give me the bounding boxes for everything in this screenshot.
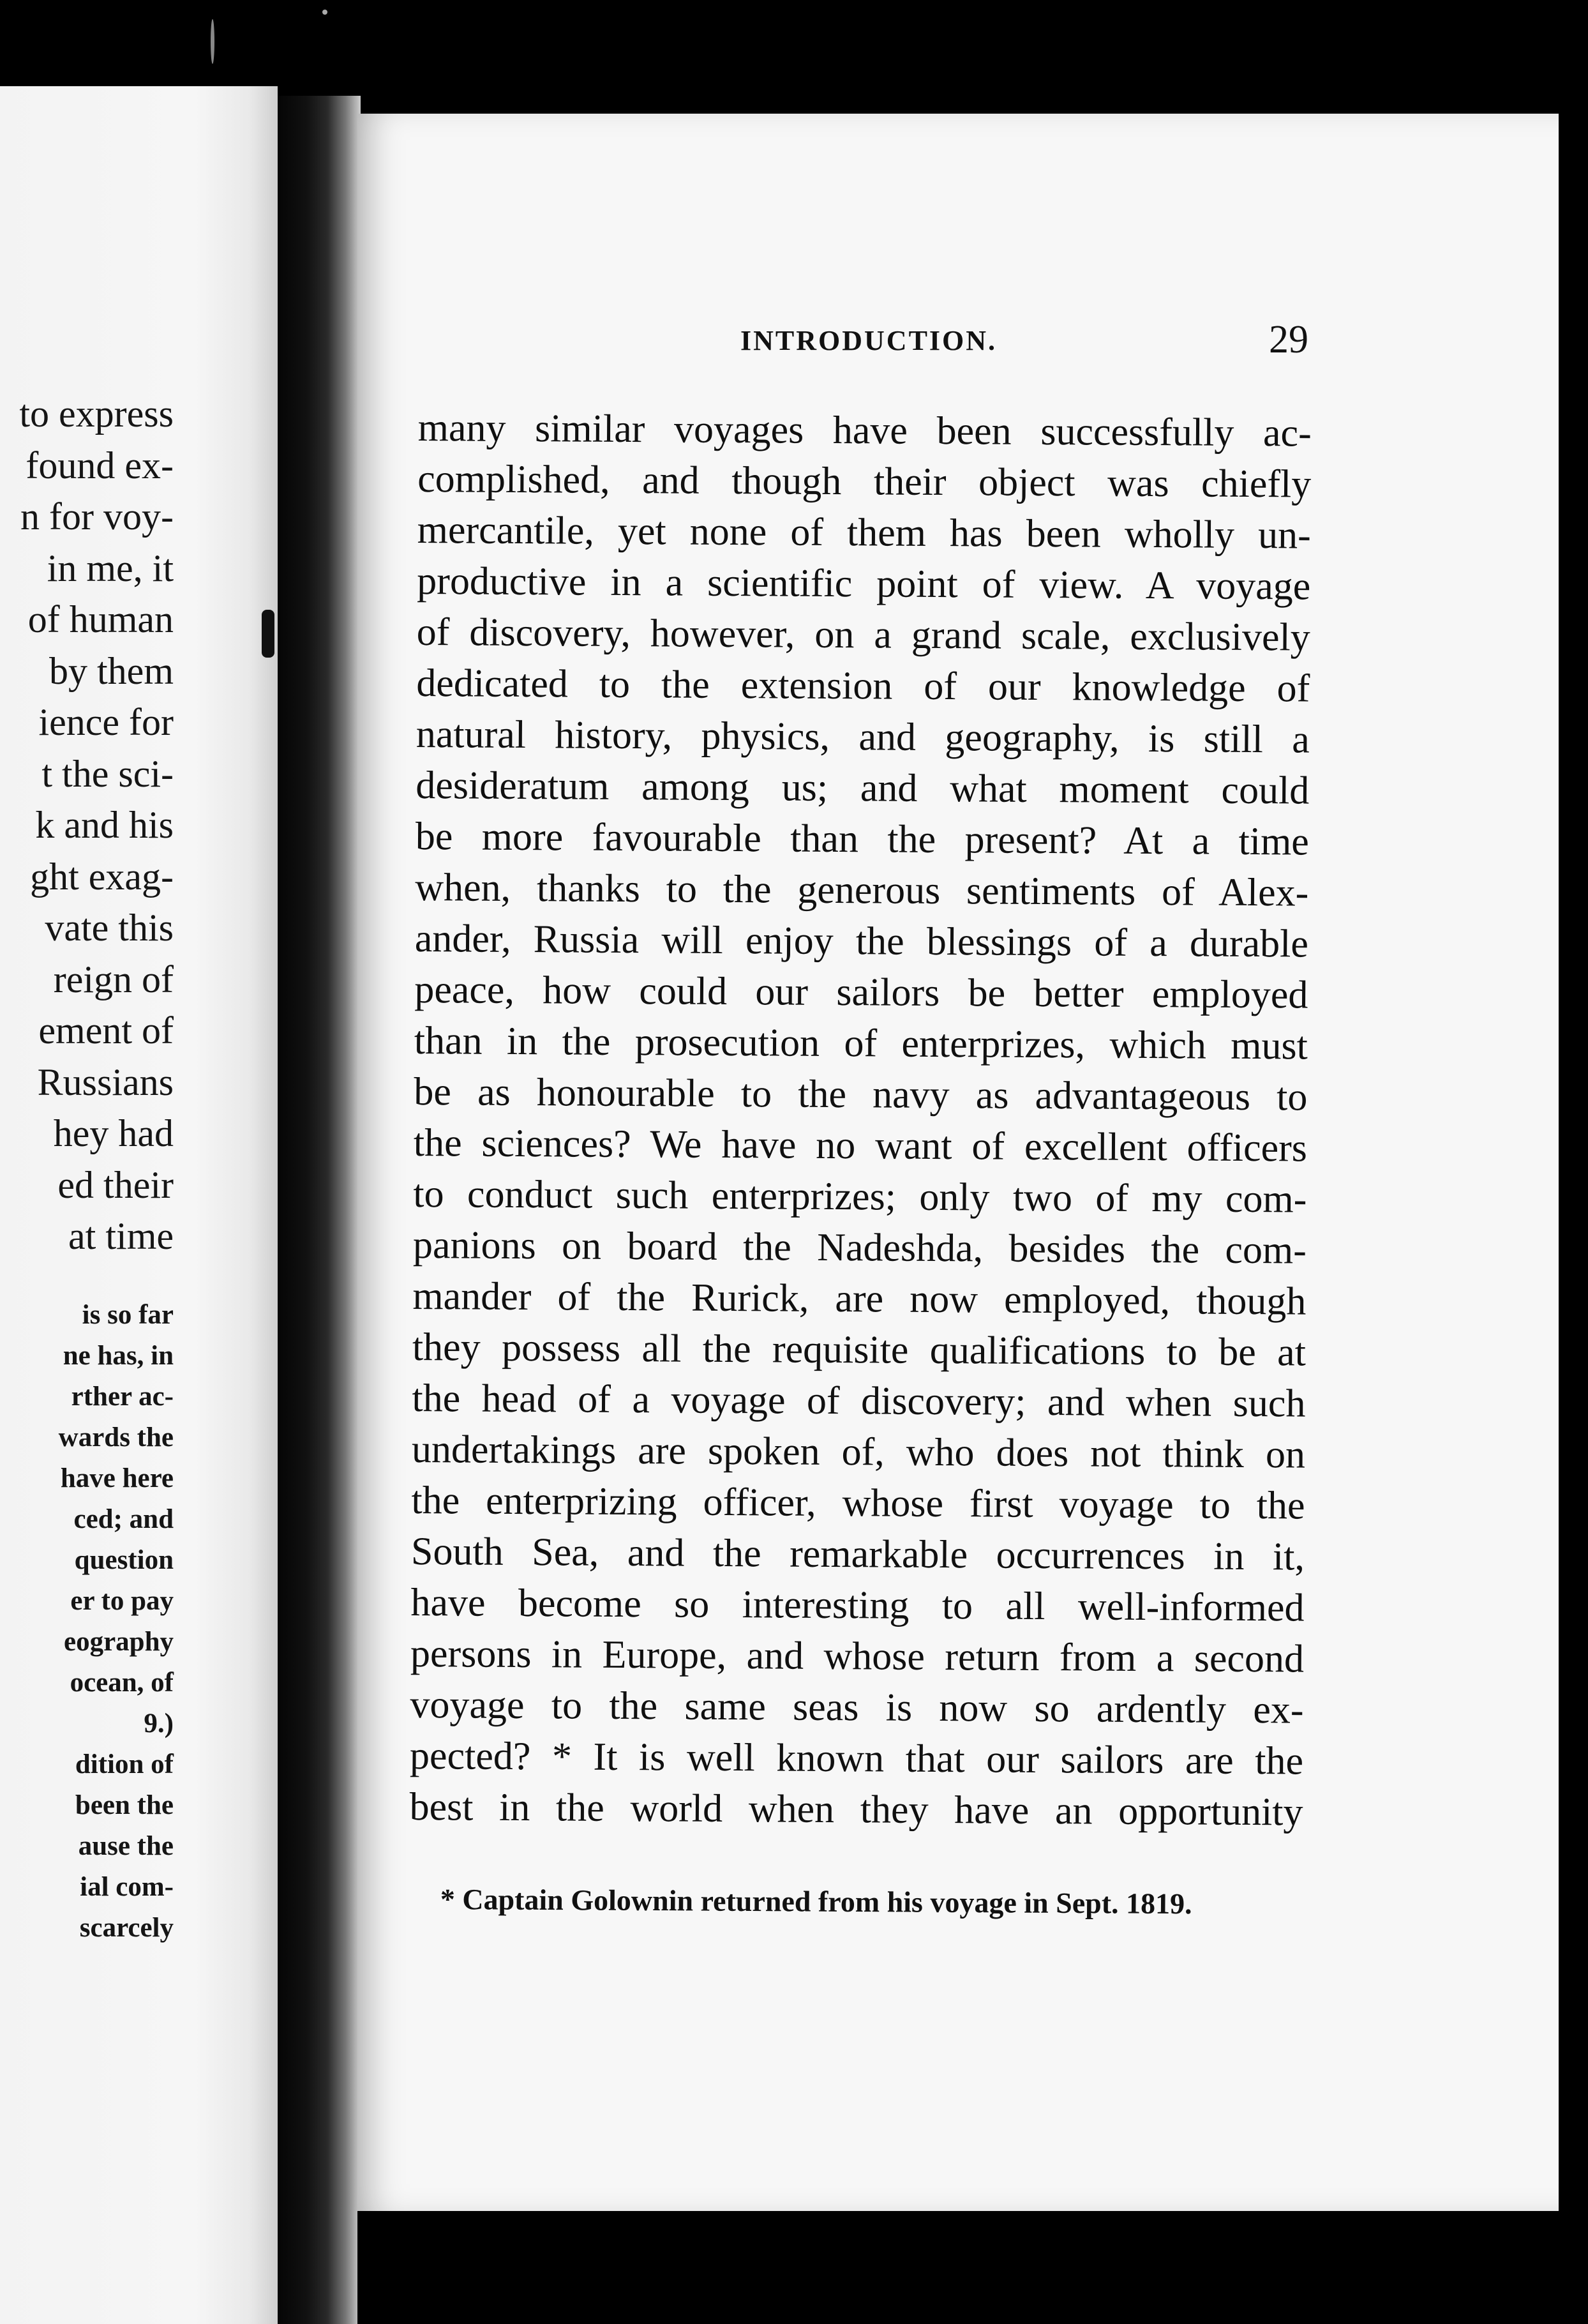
left-page-line: vate this	[45, 907, 174, 949]
left-page-line: ed their	[57, 1163, 174, 1206]
left-page-line: ience for	[38, 701, 174, 743]
body-text	[409, 402, 1312, 1838]
body-line: South Sea, and the remarkable occurrences in it,	[410, 1529, 1305, 1579]
left-page-line: reign of	[53, 958, 174, 1000]
body-line: the head of a voyage of discovery; and when such	[412, 1376, 1306, 1426]
body-line: pected? * It is well known that our sailors are the	[409, 1733, 1304, 1783]
left-page-line: ement of	[38, 1009, 174, 1052]
left-page-line: in me, it	[47, 547, 174, 589]
left-page-line: hey had	[53, 1112, 174, 1154]
left-page-footnote-line: ause the	[78, 1831, 174, 1861]
left-page-footnote-line: ocean, of	[70, 1668, 174, 1698]
left-page-footnote-line: ial com-	[80, 1872, 174, 1902]
left-page-footnote-line: question	[74, 1545, 174, 1575]
left-page-footnote-line: wards the	[58, 1422, 174, 1452]
body-line: than in the prosecution of enterprizes, which must	[414, 1018, 1308, 1068]
left-page-line: t the sci-	[41, 752, 174, 795]
body-line: productive in a scientific point of view. A voyage	[417, 559, 1311, 608]
page-number: 29	[1269, 318, 1308, 361]
body-line: complished, and though their object was chiefly	[417, 456, 1312, 506]
left-page-footnote-line: er to pay	[70, 1586, 174, 1616]
left-page-line: k and his	[35, 804, 174, 846]
left-page-line: found ex-	[26, 444, 174, 487]
body-line: best in the world when they have an opportunity	[409, 1784, 1303, 1834]
body-line: dedicated to the extension of our knowledge of	[416, 661, 1310, 711]
body-line: the sciences? We have no want of excellent officers	[413, 1120, 1308, 1170]
body-line: they possess all the requisite qualifications to be at	[412, 1325, 1307, 1375]
scan-speck	[211, 19, 214, 64]
body-line: persons in Europe, and whose return from a second	[410, 1631, 1305, 1681]
left-page-footnote-line: been the	[75, 1790, 174, 1820]
body-line: panions on board the Nadeshda, besides the com-	[412, 1223, 1307, 1272]
left-page-footnote-line: ne has, in	[63, 1341, 174, 1371]
body-line: mercantile, yet none of them has been wholly un-	[417, 508, 1311, 557]
body-line: have become so interesting to all well-informed	[410, 1580, 1305, 1630]
left-page-footnote-line: scarcely	[79, 1913, 174, 1943]
left-page-line: by them	[49, 649, 174, 692]
body-line: desideratum among us; and what moment could	[416, 763, 1310, 813]
footnote: * Captain Golownin returned from his voyage in Sept. 1819.	[440, 1883, 1192, 1920]
body-line: of discovery, however, on a grand scale, exclusively	[416, 610, 1310, 660]
book-gutter	[278, 96, 361, 2324]
body-line: voyage to the same seas is now so ardently ex-	[410, 1682, 1304, 1732]
scan-speck	[322, 10, 327, 15]
left-page-footnote-line: eography	[64, 1627, 174, 1657]
body-line: many similar voyages have been successfully ac-	[417, 405, 1312, 455]
body-line: be more favourable than the present? At a time	[415, 814, 1310, 864]
body-line: when, thanks to the generous sentiments of Alex-	[415, 865, 1309, 915]
scan-background	[357, 2211, 1588, 2324]
body-line: to conduct such enterprizes; only two of my com-	[413, 1172, 1307, 1221]
left-page-line: at time	[68, 1215, 174, 1257]
body-line: the enterprizing officer, whose first voyage to the	[411, 1478, 1305, 1528]
body-line: natural history, physics, and geography, is still a	[416, 712, 1310, 762]
left-page-footnote-line: is so far	[82, 1300, 174, 1330]
body-line: undertakings are spoken of, who does not think on	[411, 1427, 1306, 1477]
left-page-line: n for voy-	[20, 495, 174, 538]
body-line: peace, how could our sailors be better employed	[414, 967, 1308, 1017]
scan-speck	[262, 610, 274, 658]
body-line: mander of the Rurick, are now employed, though	[412, 1274, 1307, 1324]
left-page-line: ght exag-	[30, 855, 174, 898]
left-page-footnote-line: rther ac-	[71, 1382, 174, 1412]
body-line: ander, Russia will enjoy the blessings of a durable	[414, 916, 1309, 966]
left-page-footnote-line: ced; and	[73, 1504, 174, 1534]
running-head: INTRODUCTION.	[740, 325, 998, 356]
left-page-footnote-line: have here	[60, 1463, 174, 1493]
left-page-line: Russians	[37, 1060, 174, 1103]
left-page-footnote-line: dition of	[75, 1749, 174, 1779]
left-page-line: to express	[19, 393, 174, 435]
body-line: be as honourable to the navy as advantageous to	[414, 1069, 1308, 1119]
left-page-footnote-line: 9.)	[144, 1709, 174, 1739]
left-page-line: of human	[27, 598, 174, 640]
